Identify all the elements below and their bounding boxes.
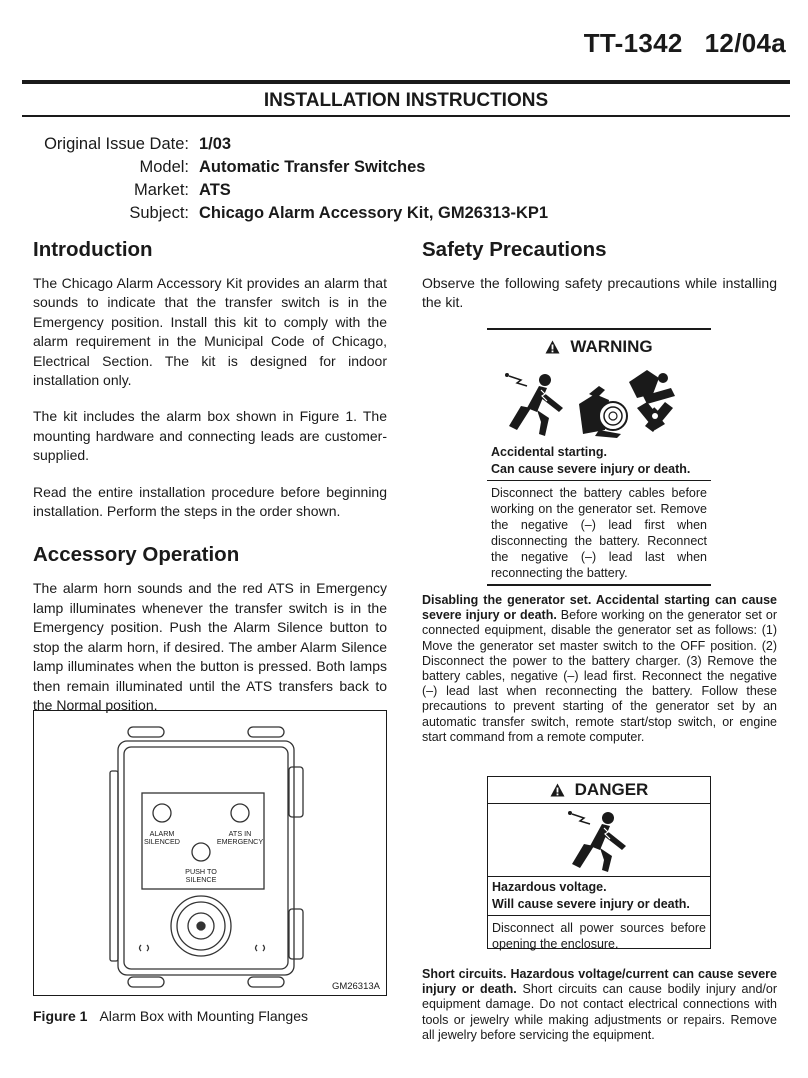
page-title: INSTALLATION INSTRUCTIONS [263,90,549,111]
doc-number: TT-1342 [583,28,683,58]
top-slot-right [248,727,284,737]
meta-row-subject [22,202,548,225]
push-to-silence-button [192,843,210,861]
figure-caption-label: Figure 1 [33,1008,88,1024]
meta-label: Original Issue Date: [44,135,189,153]
disabling-lead: Disabling the generator set. Accidental starting can cause severe injury or death. [422,593,777,623]
introduction-paragraph: The Chicago Alarm Accessory Kit provides an alarm that sounds to indicate that the transfer switch is in the Emergency position. Install this kit to comply with the alarm requirement in the Municipal Code of Chicago, Electrical Section. The kit is designed for indoor installation only. [33,275,387,389]
danger-title: Hazardous voltage. [488,876,710,896]
bottom-slot-left [128,977,164,987]
safety-heading: Safety Precautions [422,238,607,261]
label-ats-in: ATS IN [228,829,252,838]
meta-row-model [22,156,548,179]
introduction-paragraph: Read the entire installation procedure before beginning installation. Perform the steps in the order shown. [33,483,387,520]
short-circuits-lead: Short circuits. Hazardous voltage/current can cause severe injury or death. [422,967,777,997]
label-push-to: PUSH TO [185,867,217,876]
meta-value: 1/03 [199,135,232,153]
danger-header [488,777,710,804]
ats-emergency-lamp [231,804,249,822]
title-rule [22,115,790,117]
bottom-slot-right [248,977,284,987]
introduction-paragraph: The kit includes the alarm box shown in Figure 1. The mounting hardware and connecting leads are customer-supplied. [33,408,387,464]
meta-value: Chicago Alarm Accessory Kit, GM26313-KP1 [199,204,549,222]
meta-value: ATS [199,181,231,199]
figure-part-number: GM26313A [331,981,380,992]
accessory-operation-paragraph: The alarm horn sounds and the red ATS in Emergency lamp illuminates whenever the transfer switch is in the Emergency position. Push the Alarm Silence button to stop the alarm horn, if desired. The amber Alarm Silence lamp illuminates when the button is pressed. Both lamps then remain illuminated until the ATS transfers back to the Normal position. [33,580,387,713]
disabling-paragraph [422,593,777,745]
short-circuits-text: Short circuits can cause bodily injury and/or equipment damage. Do not contact electrical connections with tools or jewelry while making adjustments or repairs. Remove all jewelry before servicing the equipment. [422,982,777,1042]
alarm-box-drawing [34,711,385,994]
introduction-heading: Introduction [33,238,153,261]
left-column [33,238,387,732]
accessory-operation-heading: Accessory Operation [33,543,240,567]
warning-box [487,328,711,586]
warning-pictograms [487,364,711,444]
meta-label: Subject: [129,204,189,222]
danger-subtitle: Will cause severe injury or death. [488,896,710,917]
meta-label: Model: [139,158,189,176]
danger-text: Disconnect all power sources before opening the enclosure. [492,921,706,951]
enclosure-outline [118,741,294,975]
label-alarm: ALARM [149,829,175,838]
danger-label: DANGER [574,780,649,799]
safety-intro: Observe the following safety precautions while installing the kit. [422,275,777,311]
danger-pictogram [488,804,710,876]
warning-text: Disconnect the battery cables before working on the generator set. Remove the negative (–) lead first when disconnecting the battery. Reconnect the negative (–) lead last when reconnecting the battery. [491,486,707,580]
figure-alarm-box [33,710,387,996]
label-silence: SILENCE [185,875,217,884]
danger-box [487,776,711,949]
warning-label: WARNING [570,337,653,356]
document-meta [22,133,548,225]
right-flange-bottom [289,909,303,959]
disabling-text: Before working on the generator set or connected equipment, disable the generator set as follows: (1) Move the generator set master switch to the OFF position. (2) Disconnect the power to the battery charger. (3) Remove the battery cables, negative (–) lead first. Reconnect the negative (–) lead last when reconnecting the battery. Follow these precautions to prevent starting of the generator set by an automatic transfer switch, remote start/stop switch, or engine start command from a remote computer. [422,608,777,744]
header-rule [22,80,790,84]
right-column [422,238,777,330]
label-emergency: EMERGENCY [216,837,264,846]
short-circuits-paragraph [422,967,777,1043]
meta-value: Automatic Transfer Switches [199,158,426,176]
right-flange-top [289,767,303,817]
meta-label: Market: [133,181,189,199]
meta-row-market [22,179,548,202]
warning-header [487,330,711,364]
meta-row-issue-date [22,133,548,156]
danger-triangle-icon [550,783,565,797]
shock-icon [488,804,709,876]
figure-caption-text: Alarm Box with Mounting Flanges [99,1008,309,1024]
alarm-silenced-lamp [153,804,171,822]
document-id [584,28,786,59]
figure-caption [33,1008,308,1024]
label-silenced: SILENCED [144,837,180,846]
shock-and-moving-parts-icon [487,364,711,444]
doc-date: 12/04a [704,28,786,58]
warning-subtitle: Can cause severe injury or death. [487,461,711,482]
warning-triangle-icon [545,340,560,354]
top-slot-left [128,727,164,737]
warning-title: Accidental starting. [491,445,607,459]
